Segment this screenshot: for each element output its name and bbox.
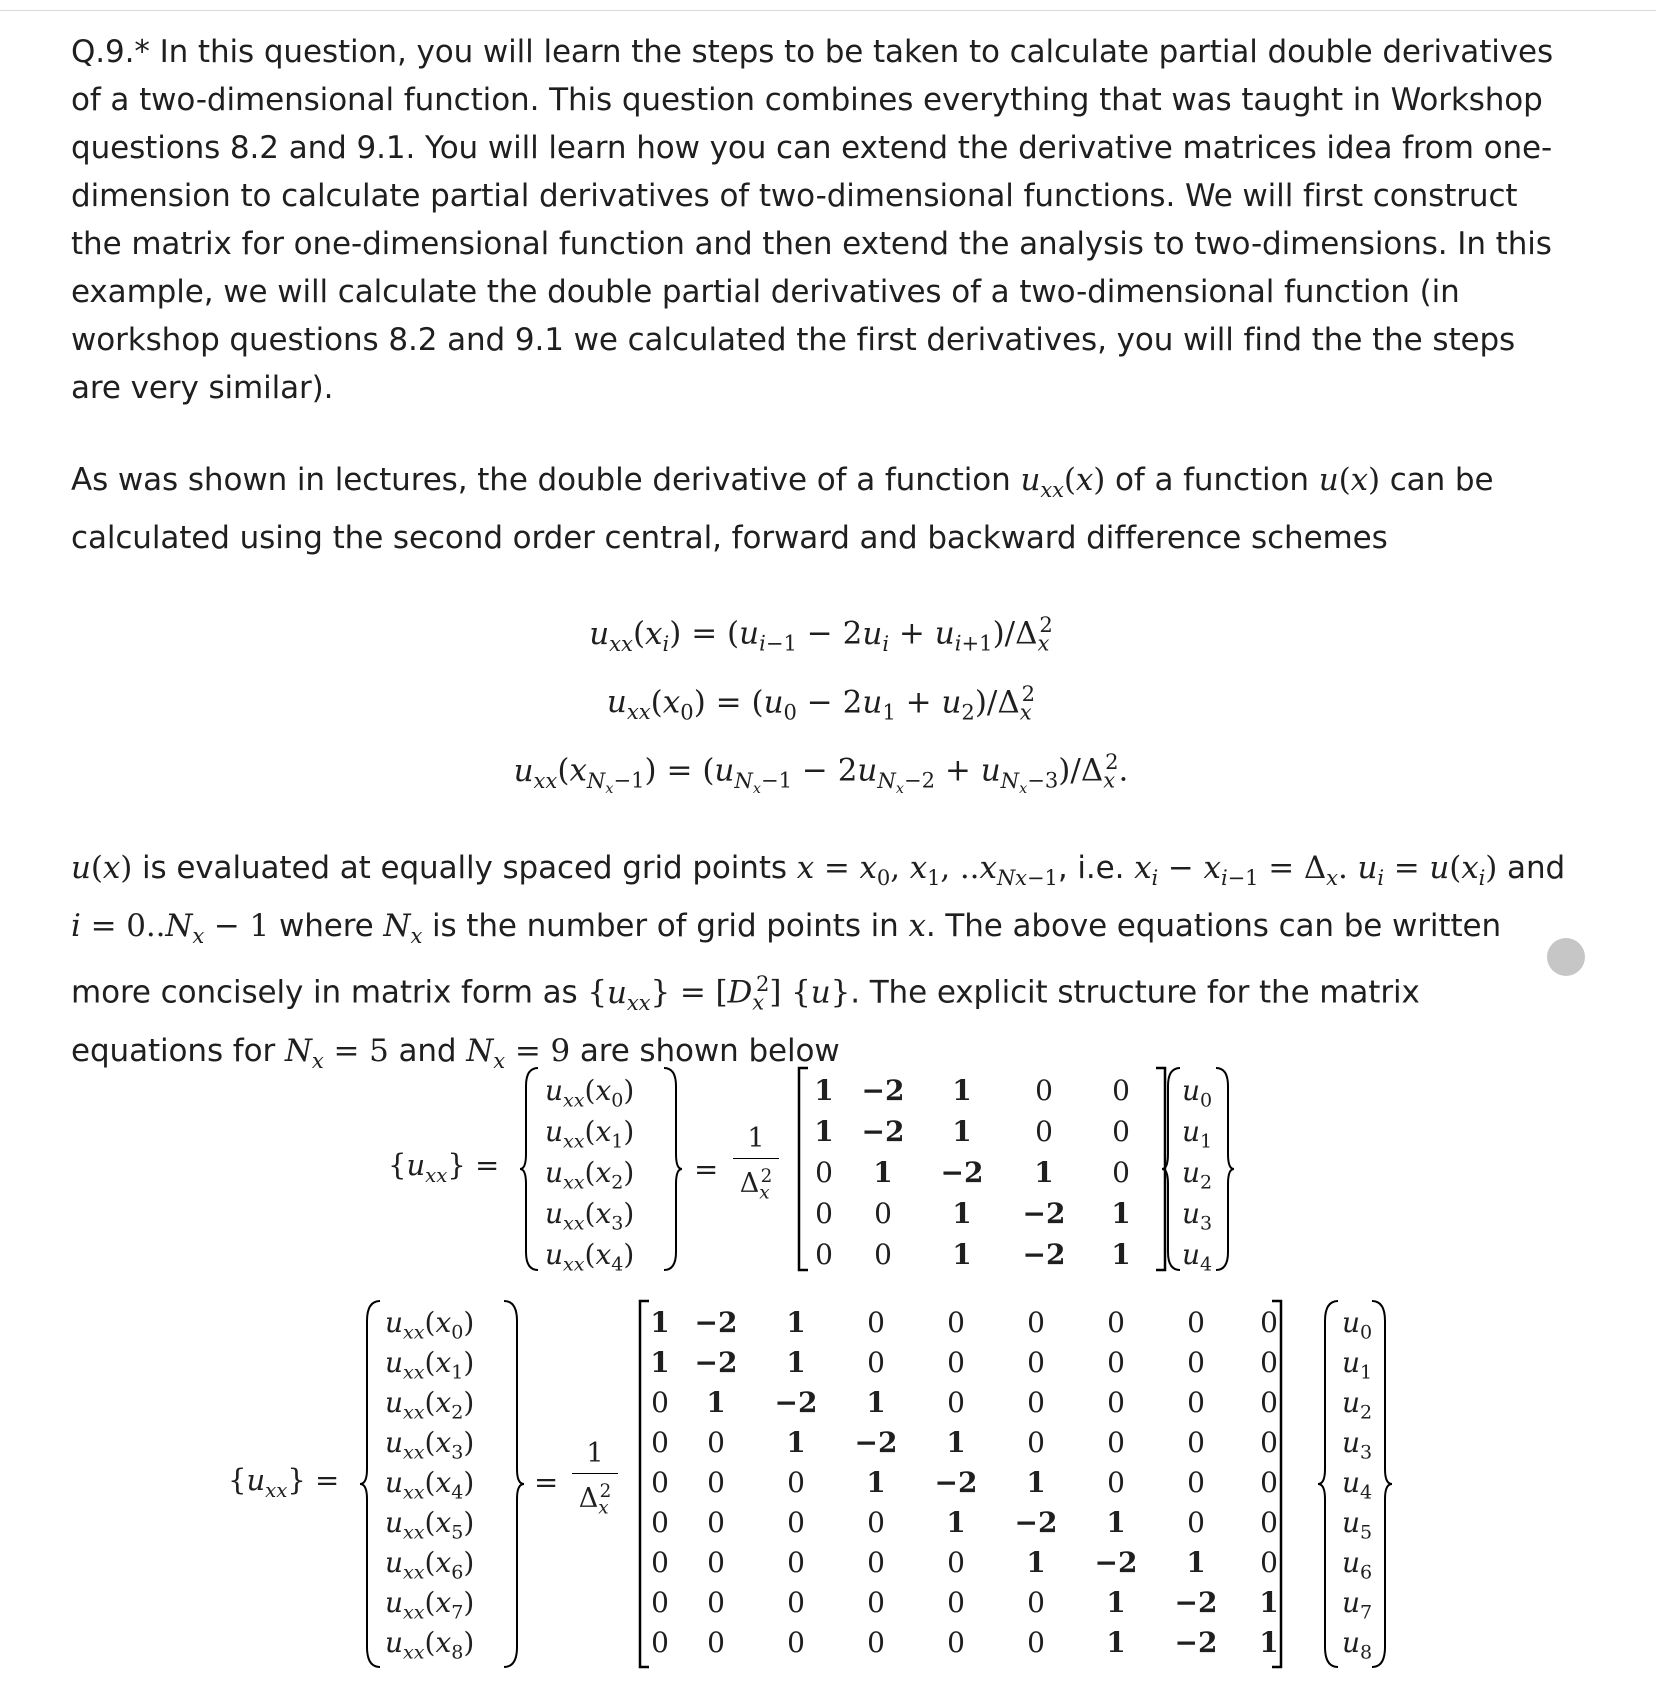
u-vector-entry: $u_1$ — [1342, 1346, 1373, 1384]
matrix-cell: 0 — [867, 1306, 885, 1339]
top-divider — [0, 10, 1656, 11]
matrix-cell: 0 — [707, 1506, 725, 1539]
matrix-cell: 1 — [1111, 1238, 1131, 1271]
difference-matrix-nx5 — [804, 1070, 1156, 1275]
lecture-paragraph: As was shown in lectures, the double derivative of a function $u_{xx}(x)$ of a function u(x) can be calculated using the second order central, forward and backward difference schemes — [71, 462, 1494, 557]
matrix-cell: 0 — [947, 1386, 965, 1419]
matrix-cell: 0 — [1027, 1626, 1045, 1659]
matrix-cell: 1 — [650, 1306, 670, 1339]
uxx-vector-small: $u_{xx}(x_0)$ $u_{xx}(x_1)$ $u_{xx}(x_2)$ $u_{xx}(x_3)$ $u_{xx}(x_4)$ — [545, 1074, 635, 1276]
matrix-cell: 0 — [1027, 1386, 1045, 1419]
central-difference-equation: $u_{xx}(x_i) = (u_{i-1} - 2u_i + u_{i+1})/\Delta_x^2$ — [589, 612, 1053, 656]
matrix-cell: 0 — [651, 1626, 669, 1659]
matrix-cell: 1 — [952, 1115, 972, 1148]
matrix-cell: 0 — [1187, 1346, 1205, 1379]
forward-difference-equation: $u_{xx}(x_0) = (u_0 - 2u_1 + u_2)/\Delta_x^2$ — [606, 680, 1036, 725]
matrix-cell: 1 — [1106, 1506, 1126, 1539]
matrix-cell: 0 — [1107, 1466, 1125, 1499]
matrix-cell: 0 — [874, 1197, 892, 1230]
uxx-vector-large: $u_{xx}(x_0)$ $u_{xx}(x_1)$ $u_{xx}(x_2)$ $u_{xx}(x_3)$ $u_{xx}(x_4)$ $u_{xx}(x_5)$ $u_{xx}(x_6)$ $u_{xx}(x_7)$ $u_{xx}(x_8)$ — [385, 1306, 475, 1664]
matrix-cell: 0 — [1260, 1546, 1278, 1579]
equals-small: = — [694, 1152, 719, 1186]
left-brace-u-large — [1316, 1299, 1342, 1669]
matrix-cell: 1 — [1026, 1546, 1046, 1579]
matrix-cell: 0 — [1260, 1386, 1278, 1419]
matrix-cell: 1 — [1186, 1546, 1206, 1579]
u-vector-entry: $u_4$ — [1182, 1238, 1213, 1276]
matrix-cell: −2 — [1022, 1238, 1066, 1271]
matrix-cell: 0 — [707, 1546, 725, 1579]
matrix-cell: 0 — [867, 1626, 885, 1659]
matrix-cell: 0 — [1260, 1346, 1278, 1379]
matrix-cell: 0 — [1187, 1386, 1205, 1419]
matrix-cell: 1 — [786, 1346, 806, 1379]
matrix-cell: 0 — [651, 1586, 669, 1619]
matrix-cell: 0 — [1107, 1306, 1125, 1339]
matrix-cell: −2 — [1174, 1586, 1218, 1619]
matrix-cell: 0 — [815, 1238, 833, 1271]
matrix-cell: −2 — [854, 1426, 898, 1459]
matrix-cell: 0 — [787, 1626, 805, 1659]
inverse-delta-large: 1 $\Delta_x^2$ — [572, 1435, 618, 1526]
question-content — [71, 28, 1571, 1085]
scroll-indicator[interactable] — [1547, 938, 1585, 976]
matrix-cell: 0 — [867, 1586, 885, 1619]
matrix-cell: 0 — [707, 1426, 725, 1459]
matrix-cell: −2 — [694, 1346, 738, 1379]
matrix-cell: 1 — [952, 1238, 972, 1271]
right-brace-small — [660, 1066, 684, 1272]
matrix-cell: 1 — [1106, 1586, 1126, 1619]
matrix-cell: 1 — [946, 1506, 966, 1539]
matrix-cell: 1 — [1259, 1586, 1279, 1619]
matrix-equation-nx9 — [0, 1293, 1656, 1673]
matrix-cell: −2 — [1022, 1197, 1066, 1230]
matrix-cell: 0 — [1112, 1115, 1130, 1148]
matrix-cell: 1 — [814, 1074, 834, 1107]
matrix-cell: −2 — [1094, 1546, 1138, 1579]
matrix-cell: 0 — [1027, 1586, 1045, 1619]
matrix-cell: 0 — [787, 1466, 805, 1499]
matrix-cell: −2 — [1174, 1626, 1218, 1659]
u-vector-entry: $u_6$ — [1342, 1546, 1373, 1584]
matrix-cell: 0 — [1035, 1074, 1053, 1107]
matrix-cell: 0 — [1027, 1346, 1045, 1379]
uxx-vector-label-small: $\{u_{xx}\}$ = — [388, 1148, 500, 1187]
left-brace-u-small — [1160, 1066, 1184, 1272]
matrix-cell: 0 — [947, 1546, 965, 1579]
matrix-cell: 0 — [867, 1546, 885, 1579]
u-vector-entry: $u_2$ — [1182, 1156, 1213, 1194]
matrix-cell: 0 — [651, 1386, 669, 1419]
u-vector-entry: $u_7$ — [1342, 1586, 1373, 1624]
matrix-cell: 0 — [651, 1546, 669, 1579]
matrix-cell: 0 — [651, 1506, 669, 1539]
matrix-cell: 0 — [1112, 1156, 1130, 1189]
u-vector-entry: $u_0$ — [1182, 1074, 1213, 1112]
matrix-cell: 1 — [786, 1306, 806, 1339]
matrix-cell: −2 — [774, 1386, 818, 1419]
u-vector-entry: $u_2$ — [1342, 1386, 1373, 1424]
u-vector-entry: $u_3$ — [1182, 1197, 1213, 1235]
difference-equations — [71, 600, 1571, 814]
matrix-cell: 1 — [1111, 1197, 1131, 1230]
equals-large: = — [534, 1465, 559, 1499]
matrix-cell: −2 — [940, 1156, 984, 1189]
matrix-cell: 0 — [874, 1238, 892, 1271]
matrix-cell: 0 — [707, 1586, 725, 1619]
u-vector-small — [1182, 1070, 1212, 1275]
u-vector-entry: $u_8$ — [1342, 1626, 1373, 1664]
matrix-cell: 0 — [1260, 1306, 1278, 1339]
matrix-cell: 0 — [947, 1306, 965, 1339]
matrix-cell: 0 — [1187, 1506, 1205, 1539]
matrix-cell: 0 — [1107, 1426, 1125, 1459]
matrix-cell: 1 — [946, 1426, 966, 1459]
matrix-cell: −2 — [1014, 1506, 1058, 1539]
right-bracket-large — [1270, 1299, 1284, 1669]
u-vector-entry: $u_3$ — [1342, 1426, 1373, 1464]
matrix-cell: 1 — [650, 1346, 670, 1379]
matrix-cell: 1 — [866, 1466, 886, 1499]
matrix-cell: 0 — [815, 1197, 833, 1230]
right-brace-u-large — [1368, 1299, 1394, 1669]
matrix-cell: 0 — [1187, 1466, 1205, 1499]
matrix-cell: 0 — [1260, 1426, 1278, 1459]
difference-matrix-nx9 — [644, 1303, 1302, 1663]
matrix-cell: 0 — [707, 1626, 725, 1659]
matrix-cell: 1 — [706, 1386, 726, 1419]
matrix-cell: 0 — [787, 1586, 805, 1619]
matrix-cell: 0 — [815, 1156, 833, 1189]
matrix-cell: 0 — [1107, 1346, 1125, 1379]
matrix-cell: 1 — [1106, 1626, 1126, 1659]
matrix-cell: 0 — [1035, 1115, 1053, 1148]
matrix-cell: 1 — [814, 1115, 834, 1148]
matrix-cell: 0 — [707, 1466, 725, 1499]
matrix-cell: 0 — [1187, 1426, 1205, 1459]
matrix-cell: −2 — [861, 1074, 905, 1107]
uxx-vector-label-large: $\{u_{xx}\}$ = — [228, 1463, 340, 1502]
matrix-cell: 0 — [651, 1426, 669, 1459]
matrix-cell: 1 — [952, 1197, 972, 1230]
u-vector-entry: $u_0$ — [1342, 1306, 1373, 1344]
intro-paragraph: Q.9.* In this question, you will learn the steps to be taken to calculate partial double derivatives of a two-dimensional function. This question combines everything that was taught in Workshop questions 8.2 and 9.1. You will learn how you can extend the derivative matrices idea from one-dimension to calculate partial derivatives of two-dimensional functions. We will first construct the matrix for one-dimensional function and then extend the analysis to two-dimensions. In this example, we will calculate the double partial derivatives of a two-dimensional function (in workshop questions 8.2 and 9.1 we calculated the first derivatives, you will find the the steps are very similar). — [71, 34, 1554, 406]
matrix-cell: 1 — [786, 1426, 806, 1459]
left-brace-large — [358, 1299, 384, 1669]
matrix-cell: 0 — [947, 1586, 965, 1619]
u-vector-entry: $u_4$ — [1342, 1466, 1373, 1504]
matrix-cell: −2 — [934, 1466, 978, 1499]
grid-paragraph: u(x) is evaluated at equally spaced grid points $x = x_0$, $x_1$, $..x_{Nx-1}$, i.e. $x_i - x_{i-1} = \Delta_x$. $u_i = u(x_i)$ and $i = 0..N_x - 1$ where $N_x$ is the number of grid points in x. The above equations can be written more concisely in matrix form as $\{u_{xx}\} = [D_x^2]$ {u}. The explicit structure for the matrix equations for $N_x = 5$ and $N_x = 9$ are shown below — [71, 849, 1566, 1074]
matrix-cell: 0 — [947, 1626, 965, 1659]
matrix-cell: 0 — [947, 1346, 965, 1379]
matrix-cell: 1 — [866, 1386, 886, 1419]
matrix-cell: 0 — [1112, 1074, 1130, 1107]
left-brace-small — [518, 1066, 542, 1272]
right-brace-u-small — [1212, 1066, 1236, 1272]
matrix-cell: 0 — [651, 1466, 669, 1499]
matrix-cell: 1 — [873, 1156, 893, 1189]
matrix-cell: 1 — [1034, 1156, 1054, 1189]
u-vector-entry: $u_5$ — [1342, 1506, 1373, 1544]
matrix-cell: 0 — [1260, 1506, 1278, 1539]
matrix-cell: 1 — [1259, 1626, 1279, 1659]
matrix-cell: 0 — [787, 1546, 805, 1579]
backward-difference-equation: $u_{xx}(x_{N_x-1}) = (u_{N_x-1} - 2u_{N_x-2} + u_{N_x-3})/\Delta_x^2$. — [513, 749, 1129, 797]
right-brace-large — [500, 1299, 526, 1669]
matrix-cell: 0 — [1187, 1306, 1205, 1339]
matrix-cell: 0 — [867, 1506, 885, 1539]
matrix-cell: −2 — [694, 1306, 738, 1339]
matrix-cell: 1 — [952, 1074, 972, 1107]
matrix-cell: 0 — [1027, 1426, 1045, 1459]
inverse-delta-small: 1 $\Delta_x^2$ — [733, 1120, 779, 1211]
matrix-cell: 1 — [1026, 1466, 1046, 1499]
matrix-cell: 0 — [1260, 1466, 1278, 1499]
matrix-cell: 0 — [1107, 1386, 1125, 1419]
matrix-cell: 0 — [867, 1346, 885, 1379]
u-vector-entry: $u_1$ — [1182, 1115, 1213, 1153]
matrix-cell: 0 — [787, 1506, 805, 1539]
matrix-equation-nx5 — [0, 1060, 1656, 1280]
matrix-cell: −2 — [861, 1115, 905, 1148]
matrix-cell: 0 — [1027, 1306, 1045, 1339]
